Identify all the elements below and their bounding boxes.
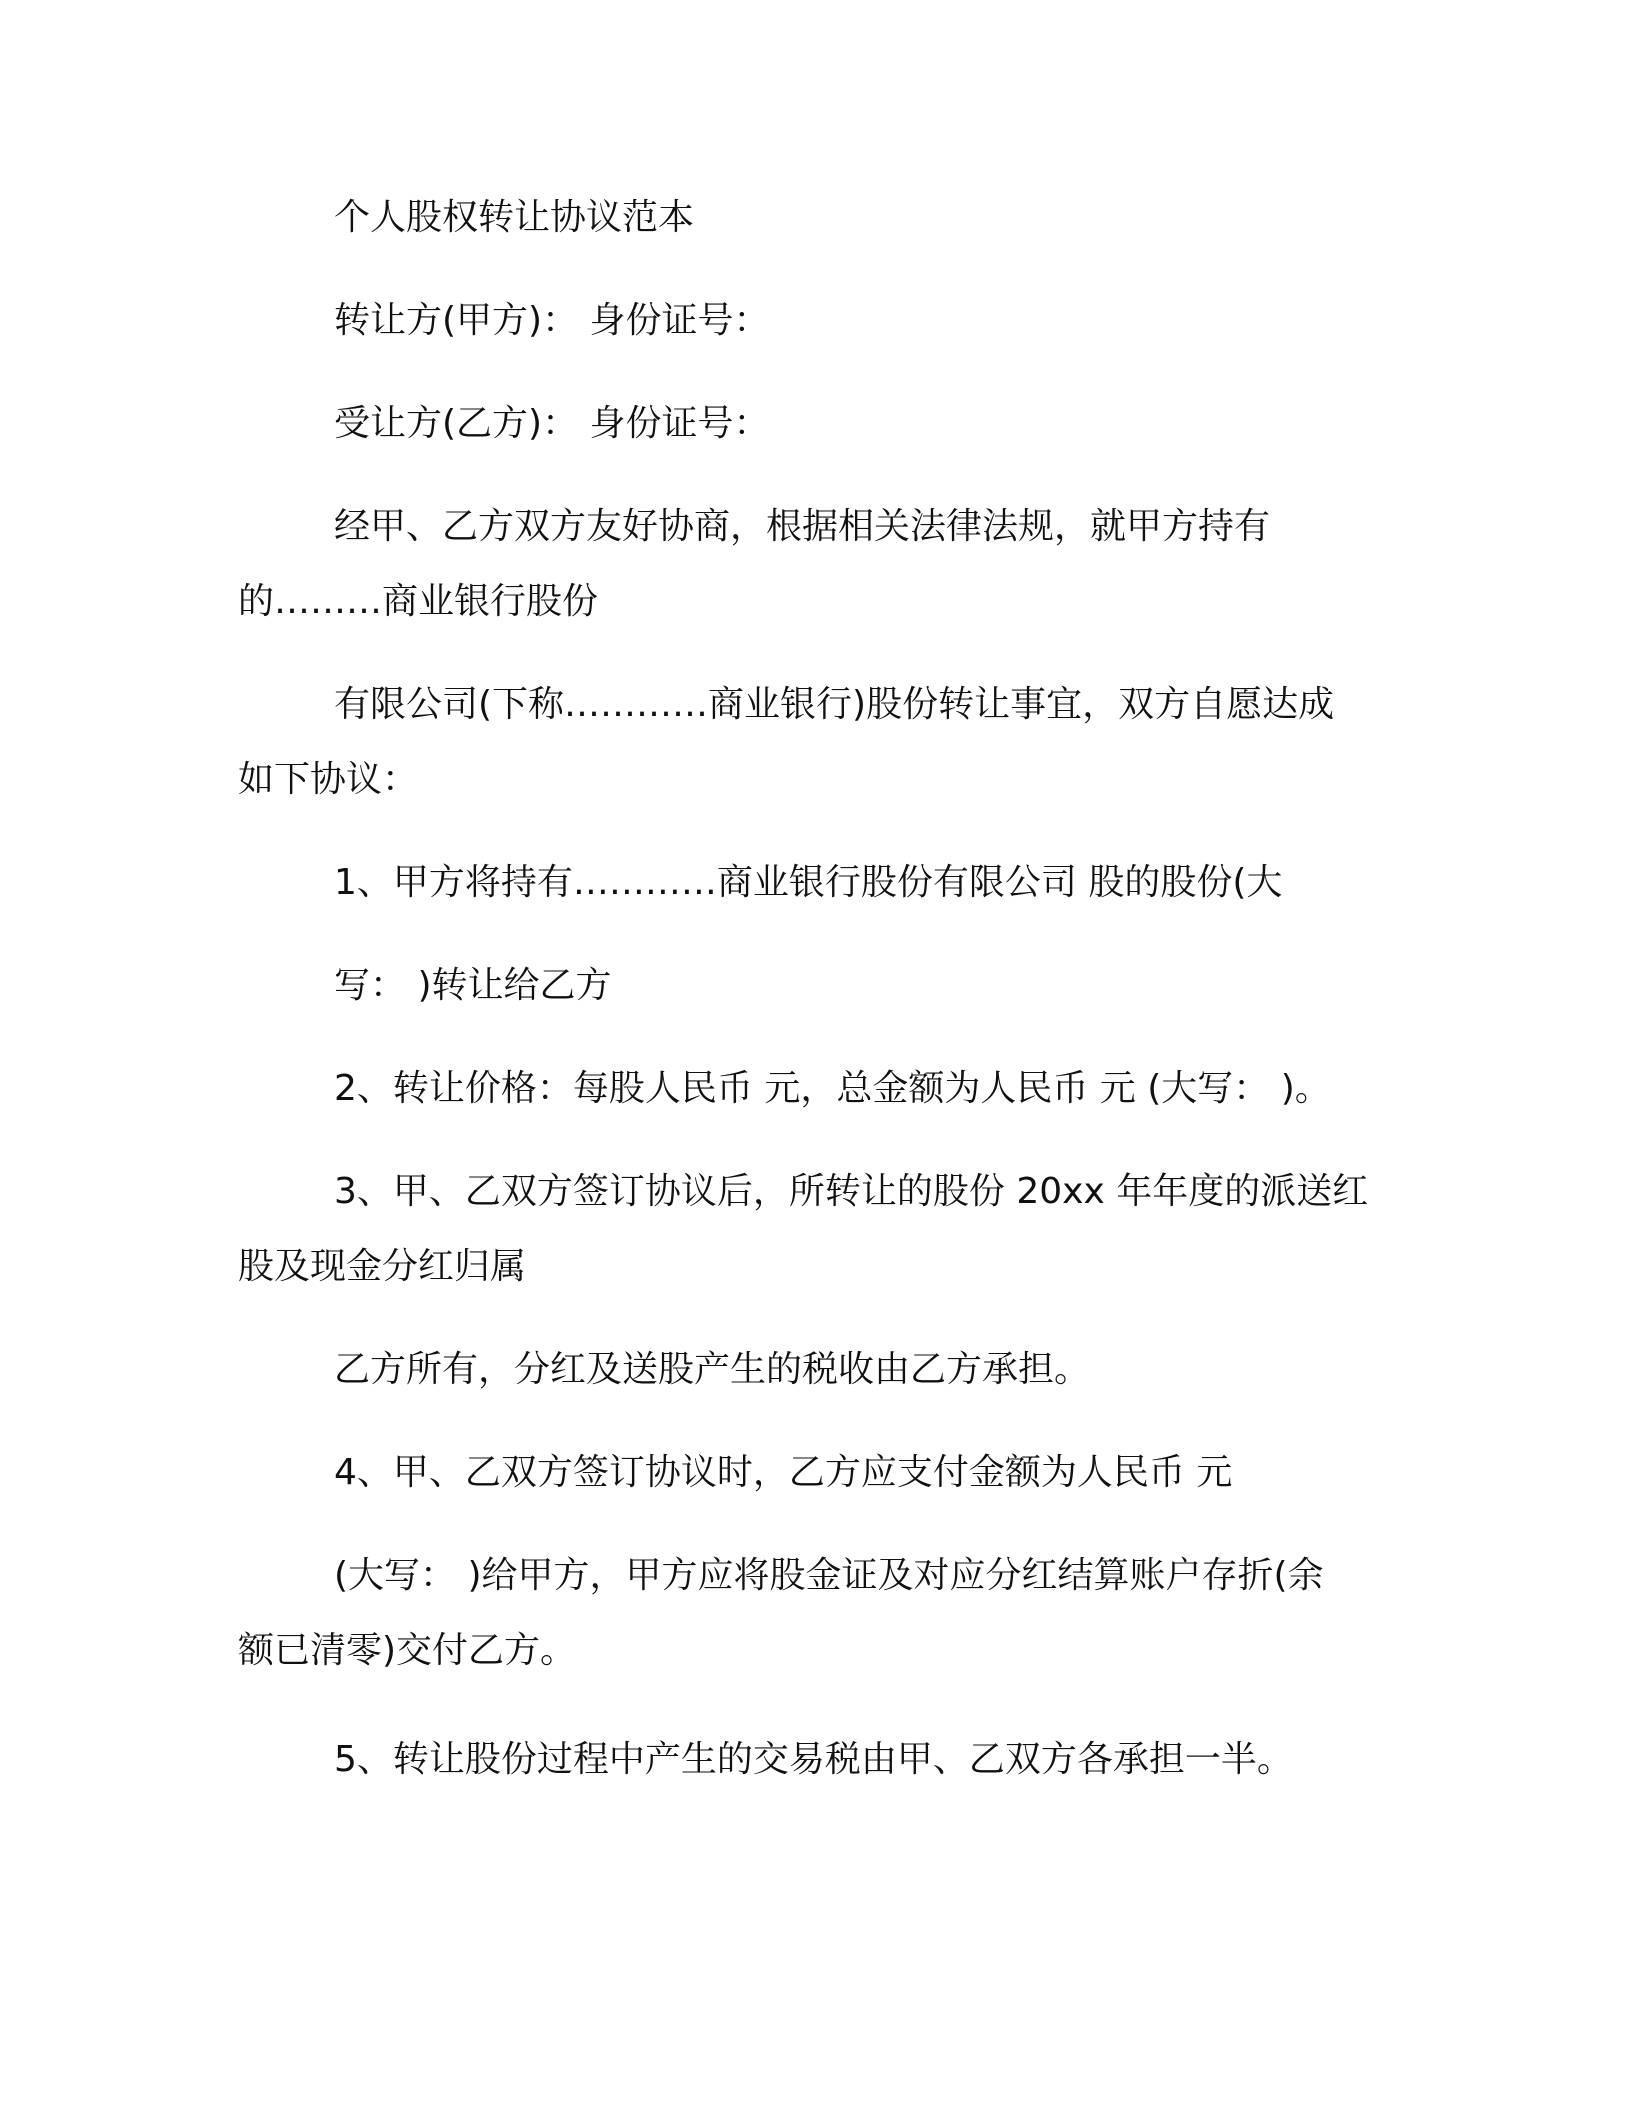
clause-4-line-2: (大写： )给甲方，甲方应将股金证及对应分红结算账户存折(余 <box>334 1555 1324 1596</box>
document-title: 个人股权转让协议范本 <box>334 197 695 238</box>
intro-line-1: 经甲、乙方双方友好协商，根据相关法律法规，就甲方持有 <box>334 506 1271 547</box>
clause-3-line-3: 乙方所有，分红及送股产生的税收由乙方承担。 <box>334 1349 1091 1390</box>
intro-line-2: 的………商业银行股份 <box>238 581 599 622</box>
clause-4-line-1: 4、甲、乙双方签订协议时，乙方应支付金额为人民币 元 <box>334 1452 1233 1493</box>
clause-3-line-1: 3、甲、乙双方签订协议后，所转让的股份 20xx 年年度的派送红 <box>334 1171 1369 1212</box>
clause-1-line-2: 写： )转让给乙方 <box>334 965 612 1006</box>
clause-1-line-1: 1、甲方将持有…………商业银行股份有限公司 股的股份(大 <box>334 862 1283 903</box>
clause-3-line-2: 股及现金分红归属 <box>238 1246 527 1287</box>
transferee-line: 受让方(乙方)： 身份证号： <box>334 403 770 444</box>
clause-2-line-1: 2、转让价格：每股人民币 元，总金额为人民币 元 (大写： )。 <box>334 1068 1331 1109</box>
intro-line-3: 有限公司(下称…………商业银行)股份转让事宜，双方自愿达成 <box>334 684 1335 725</box>
transferor-line: 转让方(甲方)： 身份证号： <box>334 300 770 341</box>
clause-5-line-1: 5、转让股份过程中产生的交易税由甲、乙双方各承担一半。 <box>334 1739 1293 1780</box>
intro-line-4: 如下协议： <box>238 759 419 800</box>
clause-4-line-3: 额已清零)交付乙方。 <box>238 1630 577 1671</box>
